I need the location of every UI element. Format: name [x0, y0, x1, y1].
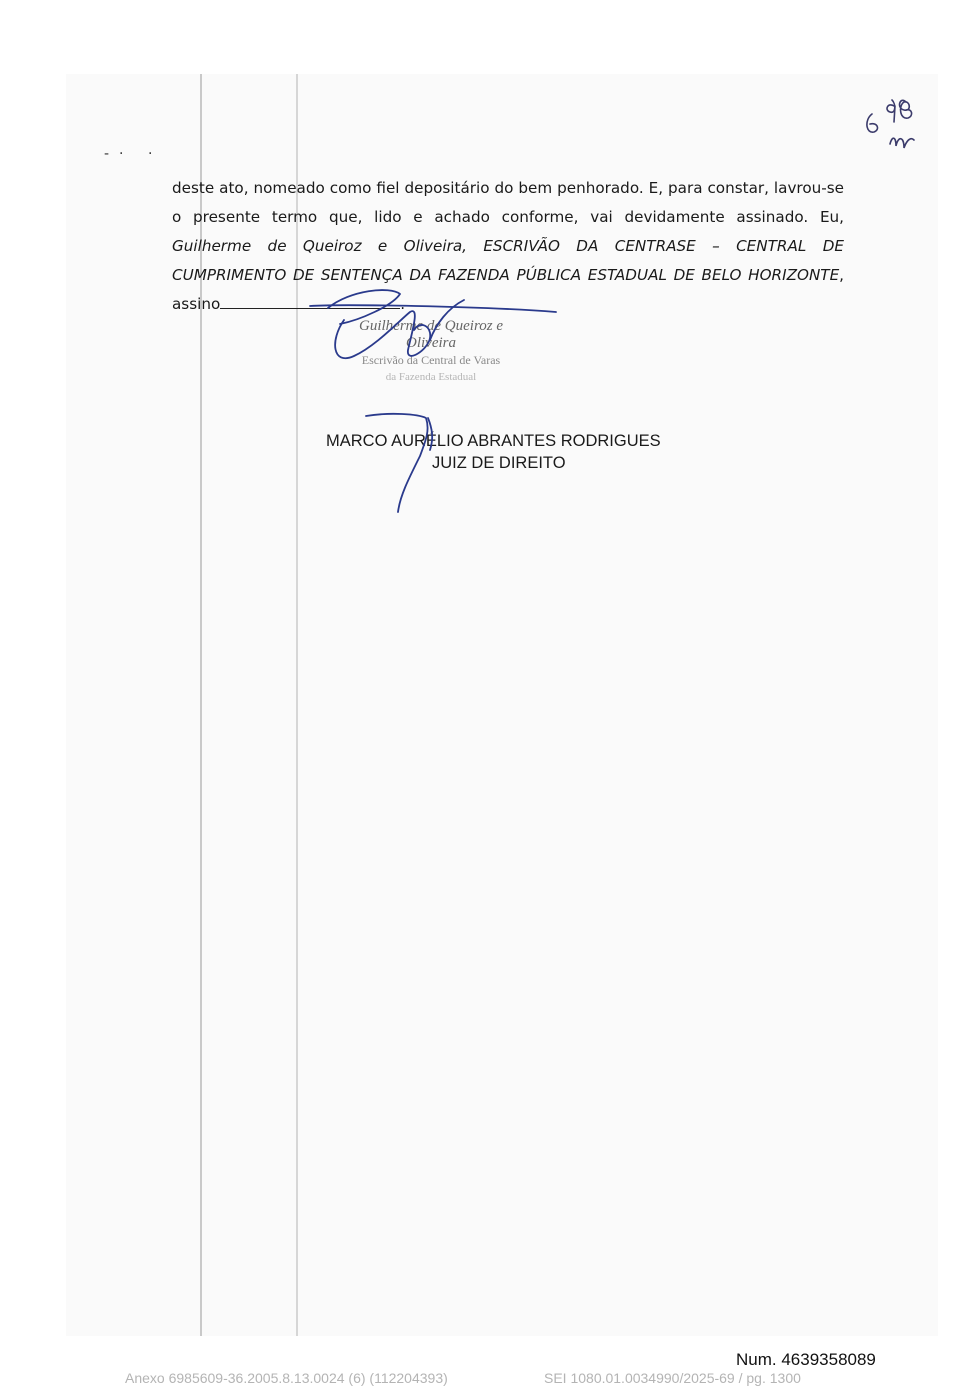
signature-line: [220, 294, 400, 309]
stamp-line-name: Guilherme de Queiroz e Oliveira: [359, 318, 503, 351]
judge-title: JUIZ DE DIREITO: [432, 454, 566, 472]
clerk-name: Guilherme de Queiroz e Oliveira: [172, 237, 463, 255]
termo-paragraph: deste ato, nomeado como fiel depositário do bem penhorado. E, para constar, lavrou-se o presente termo que, lido e achado conforme, vai devidamente assinado. Eu, Guilherme de Queiroz e Oliveira, ESCRIVÃO DA CENTRASE – CENTRAL DE CUMPRIMENTO DE SENTENÇA DA FAZENDA PÚBLICA ESTADUAL DE BELO HORIZONTE, assino .: [172, 179, 844, 313]
sei-reference: SEI 1080.01.0034990/2025-69 / pg. 1300: [544, 1370, 801, 1386]
body-text-part1: deste ato, nomeado como fiel depositário do bem penhorado. E, para constar, lavrou-se o presente termo que, lido e achado conforme, vai devidamente assinado. Eu,: [172, 179, 844, 226]
document-number: Num. 4639358089: [736, 1350, 876, 1369]
body-text-part2: , assino: [172, 266, 844, 313]
handwritten-page-number: [860, 92, 930, 162]
judge-signature-block: [326, 430, 706, 474]
scan-marks: -· ·: [104, 146, 163, 162]
clerk-stamp: [346, 318, 516, 386]
annex-reference: Anexo 6985609-36.2005.8.13.0024 (6) (112204393): [125, 1370, 448, 1386]
stamp-line-role: Escrivão da Central de Varas: [361, 353, 501, 367]
stamp-line-court: da Fazenda Estadual: [385, 371, 477, 383]
clerk-title: , ESCRIVÃO DA CENTRASE – CENTRAL DE CUMPRIMENTO DE SENTENÇA DA FAZENDA PÚBLICA ESTADUAL DE BELO HORIZONTE: [172, 237, 844, 284]
judge-name: MARCO AURÉLIO ABRANTES RODRIGUES: [326, 432, 661, 450]
